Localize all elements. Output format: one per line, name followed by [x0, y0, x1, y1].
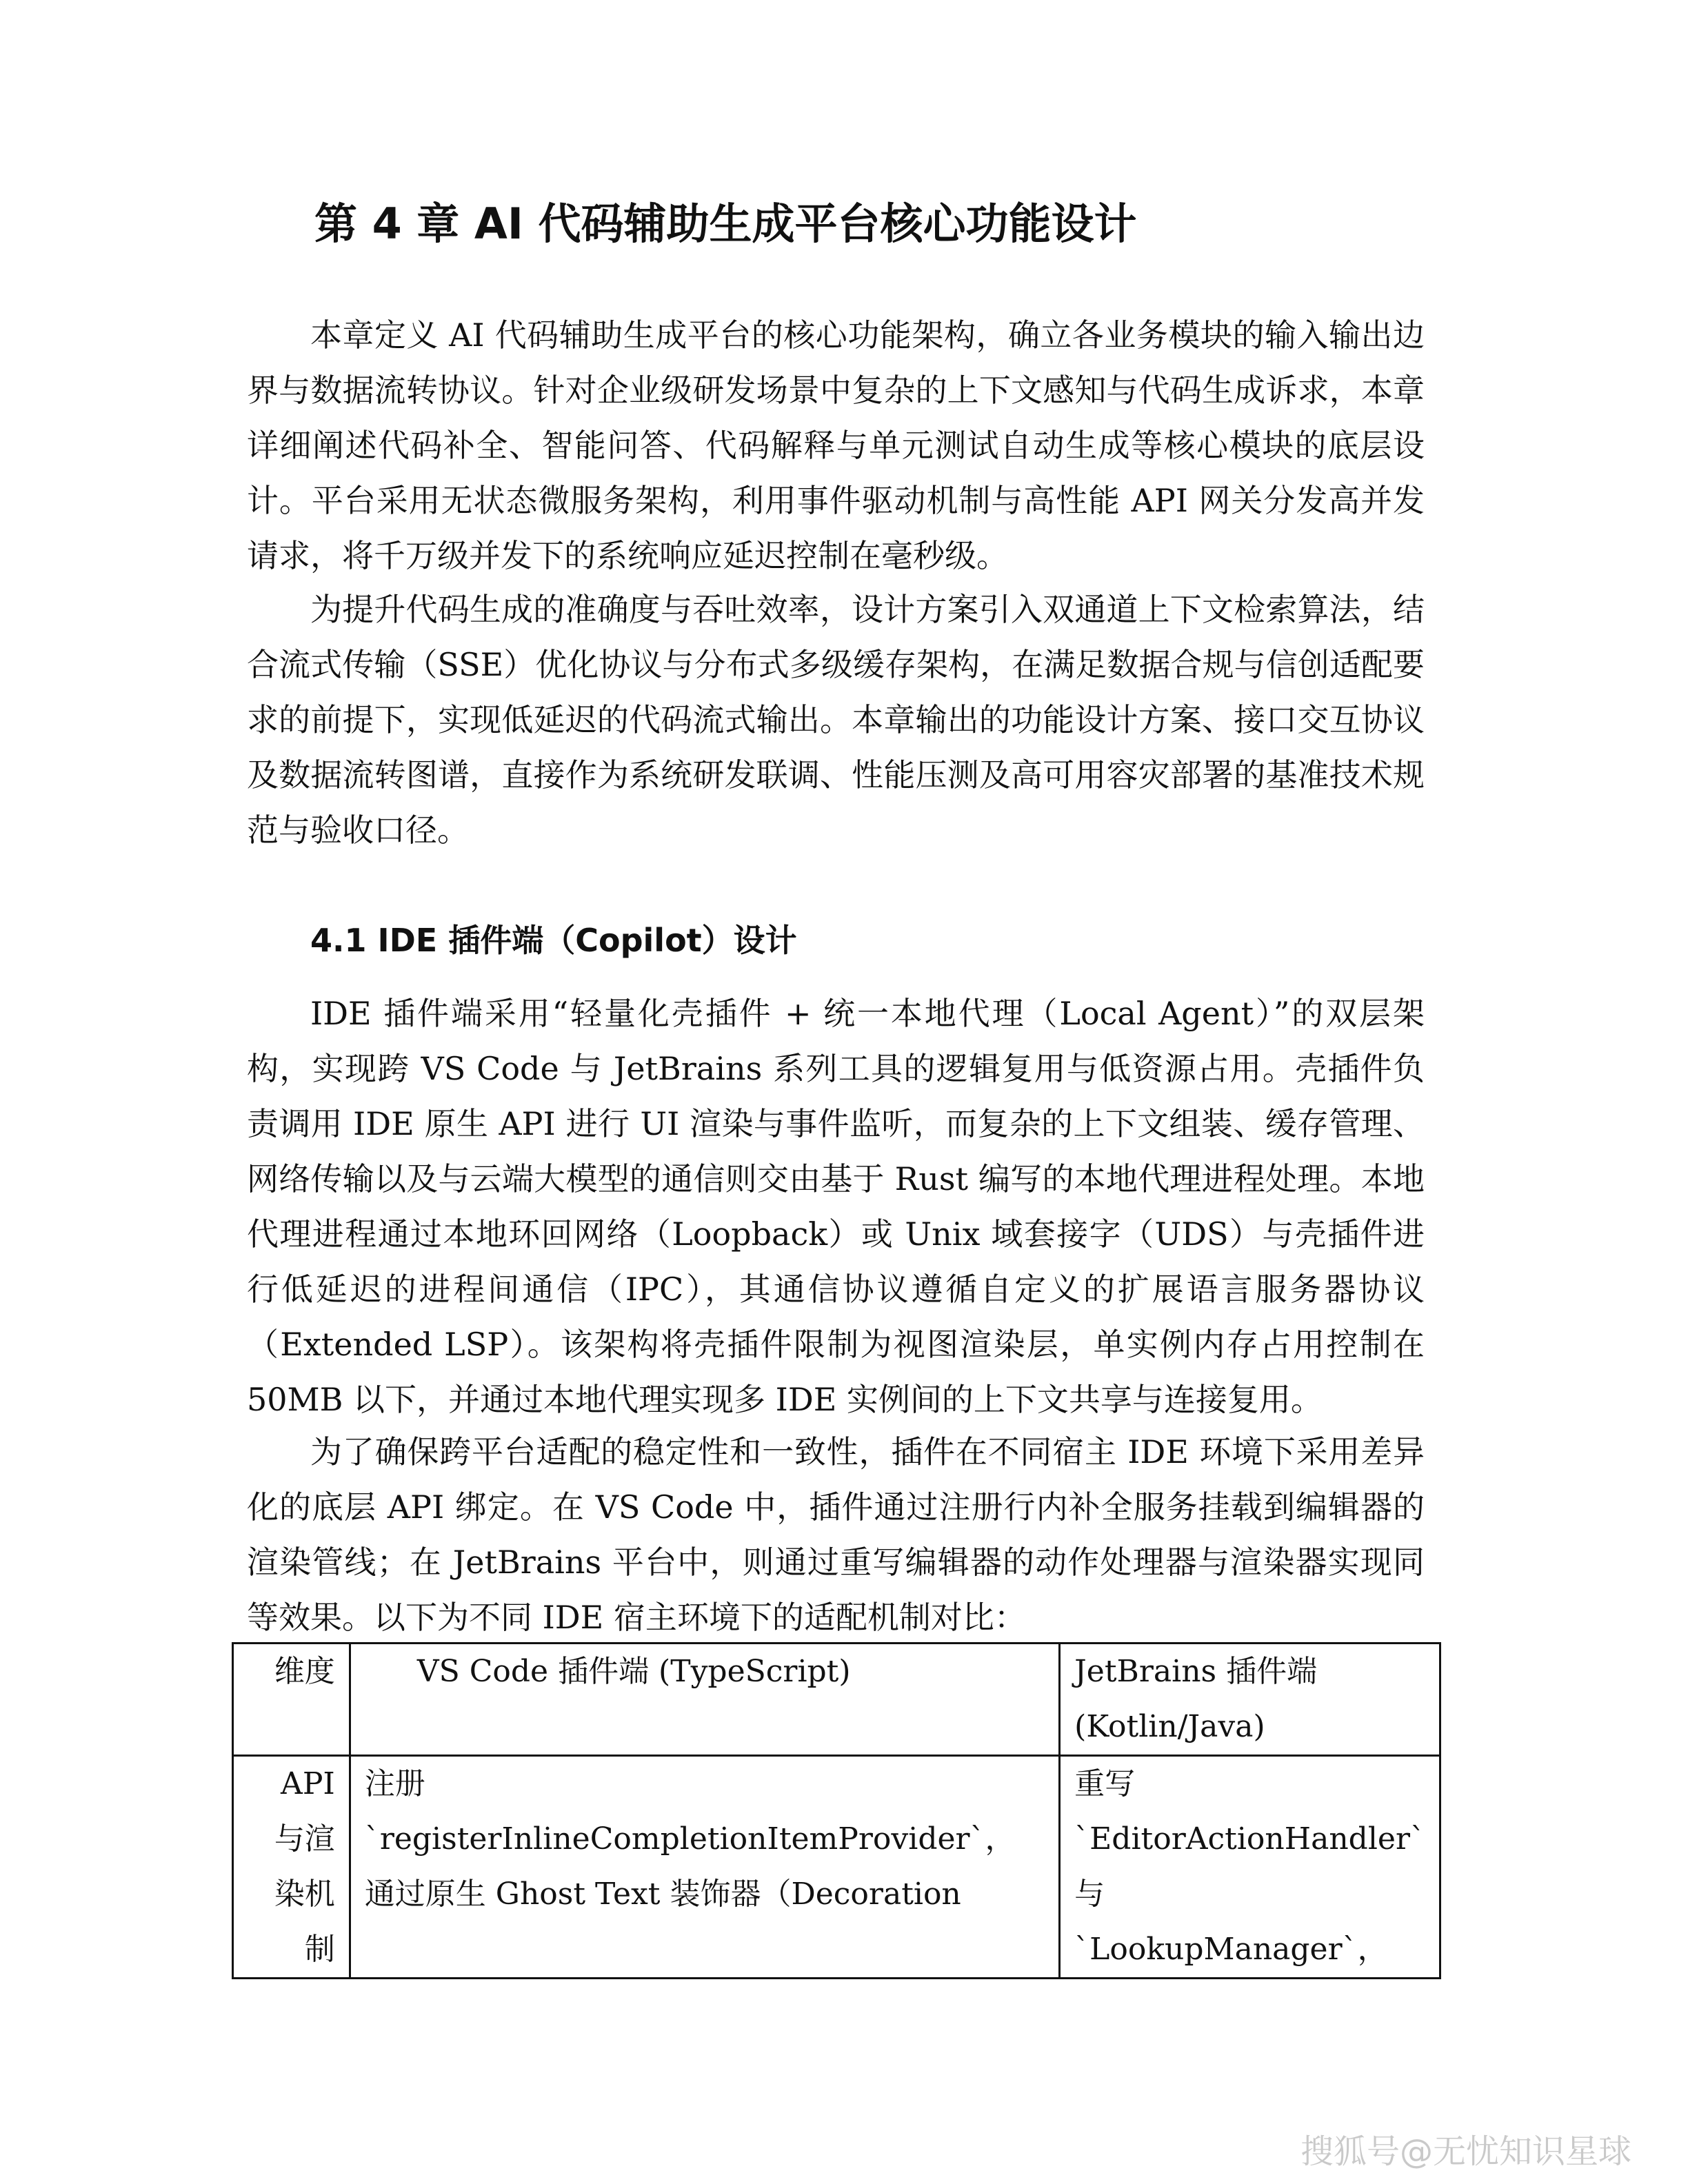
ide-adapter-comparison-table	[232, 1642, 1441, 1979]
table-cell: 重写 `EditorActionHandler` 与 `LookupManager`，	[1060, 1756, 1440, 1979]
table-row	[233, 1756, 1440, 1979]
intro-paragraph-1: 本章定义 AI 代码辅助生成平台的核心功能架构，确立各业务模块的输入输出边界与数据流转协议。针对企业级研发场景中复杂的上下文感知与代码生成诉求，本章详细阐述代码补全、智能问答、代码解释与单元测试自动生成等核心模块的底层设计。平台采用无状态微服务架构，利用事件驱动机制与高性能 API 网关分发高并发请求，将千万级并发下的系统响应延迟控制在毫秒级。	[247, 316, 1425, 574]
section-paragraph-1: IDE 插件端采用“轻量化壳插件 + 统一本地代理（Local Agent）”的双层架构，实现跨 VS Code 与 JetBrains 系列工具的逻辑复用与低资源占用。壳插件负责调用 IDE 原生 API 进行 UI 渲染与事件监听，而复杂的上下文组装、缓存管理、网络传输以及与云端大模型的通信则交由基于 Rust 编写的本地代理进程处理。本地代理进程通过本地环回网络（Loopback）或 Unix 域套接字（UDS）与壳插件进行低延迟的进程间通信（IPC），其通信协议遵循自定义的扩展语言服务器协议（Extended LSP）。该架构将壳插件限制为视图渲染层，单实例内存占用控制在 50MB 以下，并通过本地代理实现多 IDE 实例间的上下文共享与连接复用。	[247, 995, 1425, 1418]
intro-paragraph-2: 为提升代码生成的准确度与吞吐效率，设计方案引入双通道上下文检索算法，结合流式传输（SSE）优化协议与分布式多级缓存架构，在满足数据合规与信创适配要求的前提下，实现低延迟的代码流式输出。本章输出的功能设计方案、接口交互协议及数据流转图谱，直接作为系统研发联调、性能压测及高可用容灾部署的基准技术规范与验收口径。	[247, 591, 1425, 849]
watermark: 搜狐号@无忧知识星球	[1300, 2132, 1631, 2171]
chapter-title: 第 4 章 AI 代码辅助生成平台核心功能设计	[314, 199, 1137, 249]
table-cell: API 与渲染机制	[233, 1756, 350, 1979]
section-paragraph-2: 为了确保跨平台适配的稳定性和一致性，插件在不同宿主 IDE 环境下采用差异化的底层 API 绑定。在 VS Code 中，插件通过注册行内补全服务挂载到编辑器的渲染管线；在 JetBrains 平台中，则通过重写编辑器的动作处理器与渲染器实现同等效果。以下为不同 IDE 宿主环境下的适配机制对比：	[247, 1433, 1425, 1636]
table-header-cell: JetBrains 插件端 (Kotlin/Java)	[1060, 1644, 1440, 1756]
table-header-cell: 维度	[233, 1644, 350, 1756]
table-header-row	[233, 1644, 1440, 1756]
table-header-cell: VS Code 插件端 (TypeScript)	[350, 1644, 1059, 1756]
table-cell: 注册 `registerInlineCompletionItemProvider`，通过原生 Ghost Text 装饰器（Decoration	[350, 1756, 1059, 1979]
section-title: 4.1 IDE 插件端（Copilot）设计	[310, 922, 797, 959]
